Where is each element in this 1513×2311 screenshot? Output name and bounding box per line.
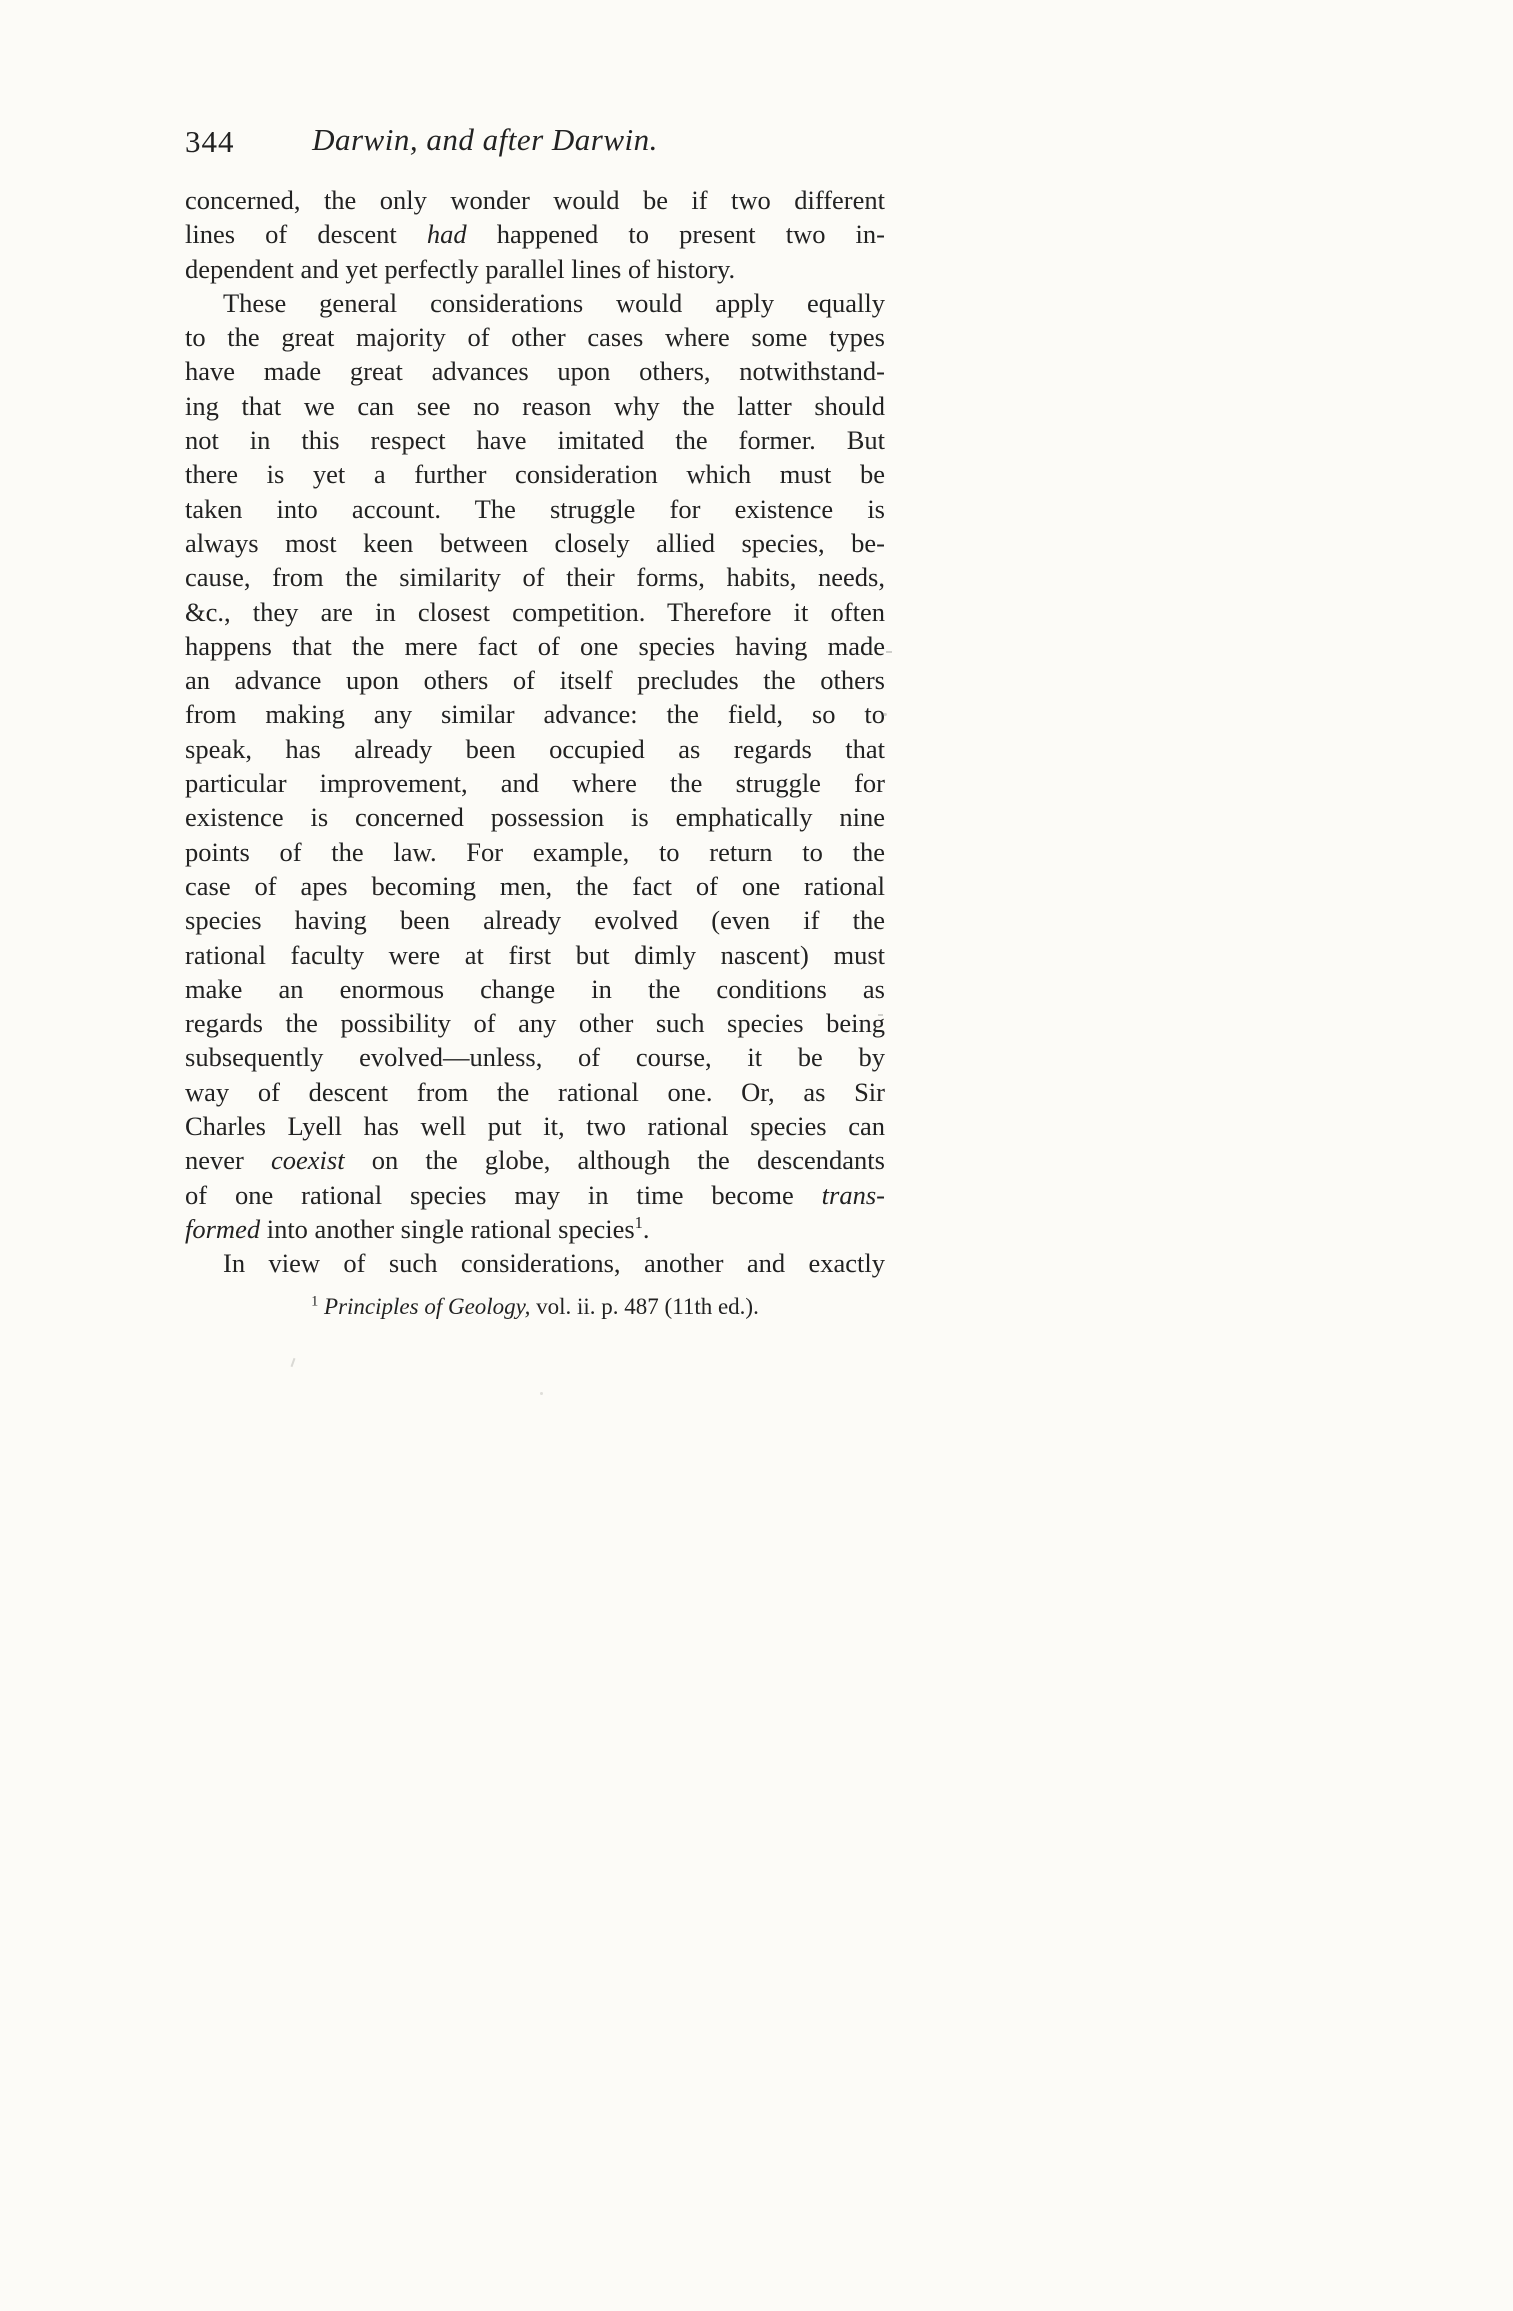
footnote-text bbox=[185, 1292, 885, 1322]
text-line bbox=[185, 1040, 885, 1074]
text-line bbox=[185, 183, 885, 217]
footnote-marker: 1 bbox=[634, 1213, 643, 1233]
scan-artifact bbox=[540, 1392, 543, 1395]
text-segment: have made great advances upon others, notwithstand- bbox=[185, 356, 885, 387]
page-number: 344 bbox=[185, 124, 235, 159]
scan-artifact bbox=[291, 1358, 296, 1367]
text-segment: dependent and yet perfectly parallel lines of history. bbox=[185, 253, 736, 284]
paragraph bbox=[185, 1246, 885, 1280]
text-segment: vol. ii. p. 487 (11th ed.). bbox=[530, 1294, 759, 1319]
text-segment: &c., they are in closest competition. Therefore it often bbox=[185, 596, 885, 627]
text-line bbox=[185, 1246, 885, 1280]
text-line bbox=[185, 869, 885, 903]
text-line bbox=[185, 903, 885, 937]
text-segment: speak, has already been occupied as regards that bbox=[185, 733, 885, 764]
text-segment: taken into account. The struggle for existence is bbox=[185, 493, 885, 524]
text-segment: existence is concerned possession is emphatically nine bbox=[185, 802, 885, 833]
text-line bbox=[185, 1143, 885, 1177]
paragraph bbox=[185, 183, 885, 286]
text-line bbox=[185, 354, 885, 388]
text-line bbox=[185, 972, 885, 1006]
text-line bbox=[185, 1212, 885, 1246]
text-line bbox=[185, 526, 885, 560]
text-line bbox=[185, 1109, 885, 1143]
text-segment: species having been already evolved (even if the bbox=[185, 905, 885, 936]
text-line bbox=[185, 697, 885, 731]
italic-text: trans- bbox=[821, 1179, 885, 1210]
text-segment: from making any similar advance: the field, so to bbox=[185, 699, 885, 730]
text-segment: ing that we can see no reason why the latter should bbox=[185, 390, 885, 421]
scan-artifact bbox=[886, 651, 892, 653]
text-line bbox=[185, 835, 885, 869]
text-line bbox=[185, 423, 885, 457]
running-title: Darwin, and after Darwin. bbox=[312, 122, 658, 157]
text-segment: to the great majority of other cases where some types bbox=[185, 322, 885, 353]
text-segment: never bbox=[185, 1145, 271, 1176]
text-line bbox=[185, 286, 885, 320]
text-segment: . bbox=[642, 1213, 650, 1244]
scan-artifact bbox=[883, 713, 887, 716]
paragraph bbox=[185, 286, 885, 1246]
text-segment: cause, from the similarity of their forms, habits, needs, bbox=[185, 562, 885, 593]
text-line bbox=[185, 629, 885, 663]
text-segment: an advance upon others of itself precludes the others bbox=[185, 665, 885, 696]
text-segment: concerned, the only wonder would be if two different bbox=[185, 185, 885, 215]
footnote-marker: 1 bbox=[311, 1293, 319, 1310]
text-segment: happened to present two in- bbox=[466, 219, 885, 250]
text-line bbox=[185, 217, 885, 251]
italic-text: formed bbox=[185, 1213, 261, 1244]
body-text bbox=[185, 183, 885, 1281]
italic-text: coexist bbox=[271, 1145, 345, 1176]
text-segment: particular improvement, and where the struggle for bbox=[185, 768, 885, 799]
scan-artifact bbox=[878, 1014, 883, 1016]
text-segment: into another single rational species bbox=[260, 1213, 635, 1244]
text-line bbox=[185, 1178, 885, 1212]
text-segment: rational faculty were at first but dimly nascent) must bbox=[185, 939, 885, 970]
text-line bbox=[185, 800, 885, 834]
text-segment: points of the law. For example, to return to the bbox=[185, 836, 885, 867]
text-segment: case of apes becoming men, the fact of one rational bbox=[185, 870, 885, 901]
text-segment: there is yet a further consideration which must be bbox=[185, 459, 885, 490]
text-line bbox=[185, 560, 885, 594]
text-line bbox=[185, 663, 885, 697]
text-line bbox=[185, 389, 885, 423]
text-line bbox=[185, 595, 885, 629]
running-header bbox=[185, 122, 885, 166]
text-segment: on the globe, although the descendants bbox=[344, 1145, 885, 1176]
text-line bbox=[185, 457, 885, 491]
text-segment: of one rational species may in time become bbox=[185, 1179, 822, 1210]
text-segment: subsequently evolved—unless, of course, it be by bbox=[185, 1042, 885, 1073]
text-segment: regards the possibility of any other such species being bbox=[185, 1008, 885, 1039]
text-line bbox=[185, 492, 885, 526]
text-segment: lines of descent bbox=[185, 219, 427, 250]
italic-text: had bbox=[426, 219, 467, 250]
text-line bbox=[185, 938, 885, 972]
text-segment: Charles Lyell has well put it, two rational species can bbox=[185, 1111, 885, 1142]
text-segment: happens that the mere fact of one species having made bbox=[185, 630, 885, 661]
text-segment: These general considerations would apply equally bbox=[223, 287, 885, 318]
text-segment: In view of such considerations, another and exactly bbox=[223, 1248, 885, 1279]
text-line bbox=[185, 1006, 885, 1040]
text-line bbox=[185, 732, 885, 766]
text-segment: not in this respect have imitated the former. But bbox=[185, 425, 885, 456]
text-line bbox=[185, 1075, 885, 1109]
text-segment: always most keen between closely allied species, be- bbox=[185, 527, 885, 558]
text-line bbox=[185, 252, 885, 286]
text-line bbox=[185, 766, 885, 800]
italic-text: Principles of Geology, bbox=[324, 1294, 531, 1319]
text-segment: make an enormous change in the conditions as bbox=[185, 973, 885, 1004]
text-segment: way of descent from the rational one. Or, as Sir bbox=[185, 1076, 885, 1107]
text-line bbox=[185, 320, 885, 354]
